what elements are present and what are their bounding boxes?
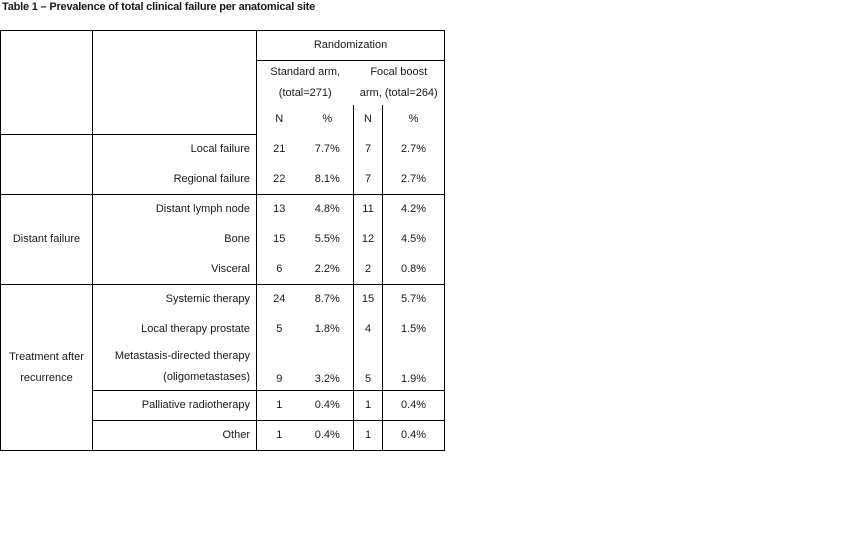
standard-arm-header: [257, 61, 354, 105]
standard-pct-systemic-therapy: 8.7%: [302, 285, 354, 315]
focal-pct-metastasis-directed: 1.9%: [383, 345, 445, 391]
focal-pct-local-failure: 2.7%: [383, 135, 445, 165]
focal-pct-local-therapy-prostate: 1.5%: [383, 315, 445, 345]
table-row-systemic-therapy: [1, 285, 445, 315]
header-empty-col2: [93, 31, 257, 135]
focal-n-header: N: [354, 105, 383, 135]
standard-pct-regional-failure: 8.1%: [302, 165, 354, 195]
focal-arm-line2: arm, (total=264): [359, 86, 438, 99]
table-row-regional-failure: [1, 165, 445, 195]
focal-n-regional-failure: 7: [354, 165, 383, 195]
focal-pct-visceral: 0.8%: [383, 255, 445, 285]
focal-n-other: 1: [354, 421, 383, 451]
focal-n-bone: 12: [354, 225, 383, 255]
table-row-local-failure: [1, 135, 445, 165]
focal-pct-palliative-radiotherapy: 0.4%: [383, 391, 445, 421]
table-caption: Table 1 – Prevalence of total clinical failure per anatomical site: [2, 1, 316, 13]
focal-n-distant-lymph-node: 11: [354, 195, 383, 225]
standard-pct-palliative-radiotherapy: 0.4%: [302, 391, 354, 421]
focal-n-systemic-therapy: 15: [354, 285, 383, 315]
row-label-regional-failure: Regional failure: [93, 165, 257, 195]
standard-arm-line1: Standard arm,: [270, 65, 341, 78]
standard-pct-bone: 5.5%: [302, 225, 354, 255]
standard-pct-distant-lymph-node: 4.8%: [302, 195, 354, 225]
group-label-treatment-after-recurrence: [1, 285, 93, 451]
standard-n-local-failure: 21: [273, 143, 286, 155]
standard-n-systemic-therapy: 24: [273, 293, 286, 306]
standard-arm-line2: (total=271): [278, 86, 332, 99]
standard-pct-header: %: [302, 105, 354, 135]
focal-n-local-therapy-prostate: 4: [354, 315, 383, 345]
empty-group-cell: [1, 135, 93, 165]
row-label-local-failure: Local failure: [93, 135, 257, 165]
table-row-distant-lymph-node: [1, 195, 445, 225]
row-label-local-therapy-prostate: Local therapy prostate: [93, 315, 257, 345]
focal-pct-header: %: [383, 105, 445, 135]
row-label-line2: (oligometastases): [163, 371, 250, 384]
group-label-line2: recurrence: [20, 371, 73, 384]
row-label-distant-lymph-node: Distant lymph node: [93, 195, 257, 225]
focal-pct-other: 0.4%: [383, 421, 445, 451]
standard-pct-other: 0.4%: [302, 421, 354, 451]
focal-n-visceral: 2: [354, 255, 383, 285]
focal-pct-systemic-therapy: 5.7%: [383, 285, 445, 315]
row-label-systemic-therapy: Systemic therapy: [93, 285, 257, 315]
standard-n-regional-failure: 22: [273, 172, 286, 185]
standard-n-local-therapy-prostate: 5: [276, 323, 283, 335]
standard-n-bone: 15: [273, 233, 286, 245]
focal-pct-bone: 4.5%: [383, 225, 445, 255]
row-label-bone: Bone: [93, 225, 257, 255]
results-table: [0, 30, 445, 451]
group-label-distant-failure: Distant failure: [1, 195, 93, 285]
standard-pct-local-failure: 7.7%: [302, 135, 354, 165]
group-label-line1: Treatment after: [9, 350, 84, 363]
empty-group-cell: [1, 165, 93, 195]
standard-pct-local-therapy-prostate: 1.8%: [302, 315, 354, 345]
standard-n-palliative-radiotherapy: 1: [257, 391, 302, 421]
focal-arm-line1: Focal boost: [370, 65, 428, 78]
row-label-metastasis-directed: [93, 345, 257, 391]
standard-n-visceral: 6: [257, 255, 302, 285]
standard-pct-visceral: 2.2%: [302, 255, 354, 285]
focal-pct-regional-failure: 2.7%: [383, 165, 445, 195]
standard-n-header: N: [275, 113, 284, 125]
focal-n-palliative-radiotherapy: 1: [354, 391, 383, 421]
randomization-header: Randomization: [257, 31, 445, 61]
focal-n-metastasis-directed: 5: [354, 345, 383, 391]
focal-arm-header: [354, 61, 445, 105]
standard-pct-metastasis-directed: 3.2%: [302, 345, 354, 391]
row-label-line1: Metastasis-directed therapy: [114, 350, 250, 363]
header-empty-col1: [1, 31, 93, 135]
focal-n-local-failure: 7: [354, 135, 383, 165]
focal-pct-distant-lymph-node: 4.2%: [383, 195, 445, 225]
row-label-other: Other: [93, 421, 257, 451]
row-label-palliative-radiotherapy: Palliative radiotherapy: [93, 391, 257, 421]
standard-n-other: 1: [257, 421, 302, 451]
standard-n-metastasis-directed: 9: [276, 373, 283, 385]
row-label-visceral: Visceral: [93, 255, 257, 285]
standard-n-distant-lymph-node: 13: [257, 195, 302, 225]
